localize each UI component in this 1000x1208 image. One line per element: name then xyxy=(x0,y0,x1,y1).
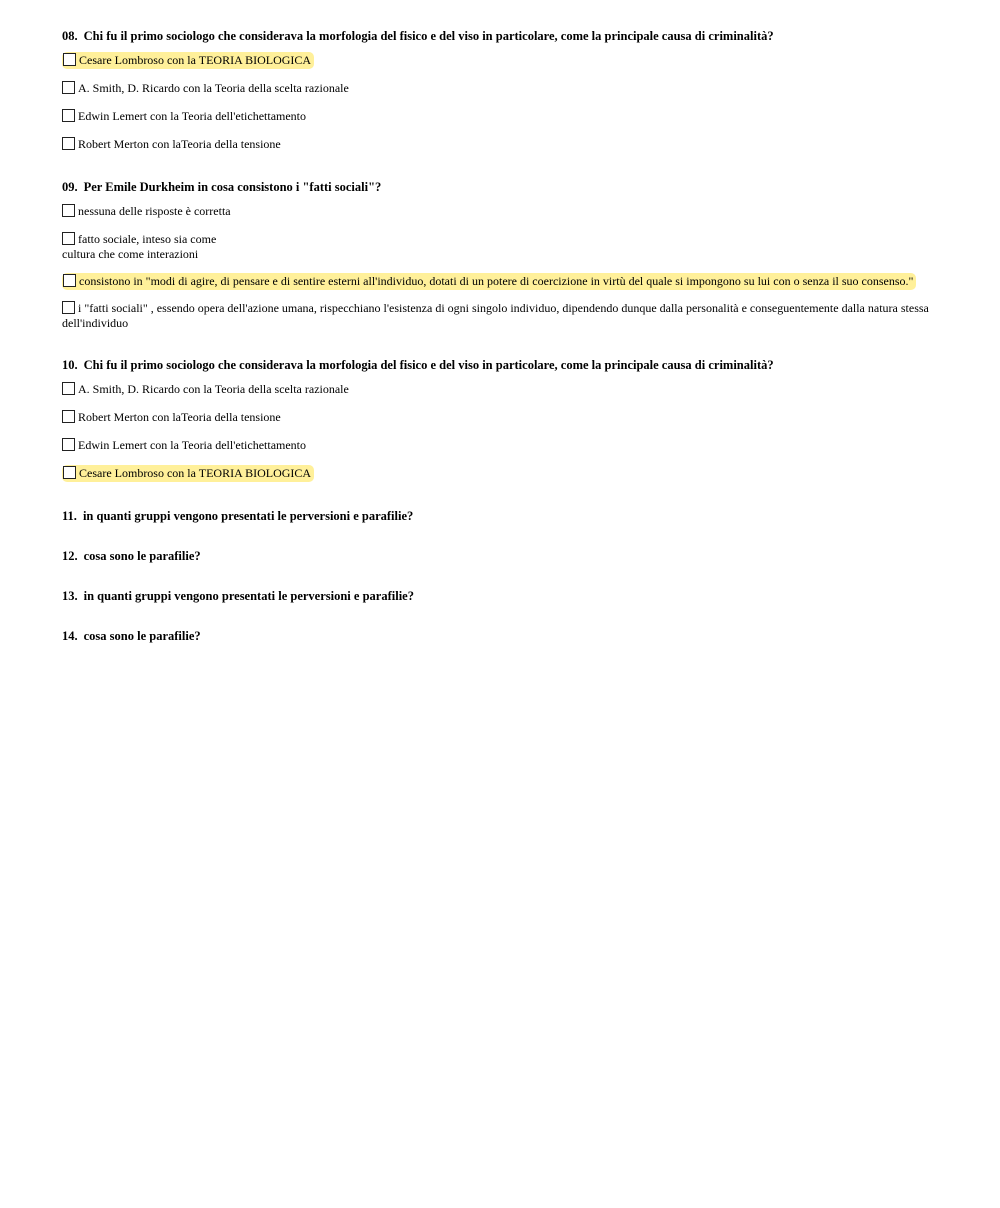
question-12 xyxy=(62,548,938,564)
answer-option[interactable] xyxy=(62,109,938,125)
question-text: Chi fu il primo sociologo che considerava la morfologia del fisico e del viso in particolare, come la principale causa di criminalità? xyxy=(83,29,774,43)
question-text: cosa sono le parafilie? xyxy=(83,629,201,643)
answer-text: nessuna delle risposte è corretta xyxy=(78,204,231,218)
answer-checkbox[interactable] xyxy=(62,204,75,217)
question-text: in quanti gruppi vengono presentati le perversioni e parafilie? xyxy=(83,589,414,603)
answer-text: Cesare Lombroso con la TEORIA BIOLOGICA xyxy=(79,466,312,480)
question-text: Chi fu il primo sociologo che considerava la morfologia del fisico e del viso in particolare, come la principale causa di criminalità? xyxy=(83,358,774,372)
question-number: 10. xyxy=(62,358,78,372)
answer-checkbox[interactable] xyxy=(62,81,75,94)
answer-checkbox[interactable] xyxy=(62,232,75,245)
question-title xyxy=(62,588,938,604)
answer-option[interactable] xyxy=(62,382,938,398)
answer-checkbox[interactable] xyxy=(63,53,76,66)
answer-checkbox[interactable] xyxy=(62,382,75,395)
answer-option[interactable] xyxy=(62,53,938,69)
question-text: in quanti gruppi vengono presentati le perversioni e parafilie? xyxy=(82,509,414,523)
answer-option[interactable] xyxy=(62,81,938,97)
answer-options xyxy=(62,382,938,482)
answer-option[interactable] xyxy=(62,301,938,331)
answer-checkbox[interactable] xyxy=(62,137,75,150)
answer-checkbox[interactable] xyxy=(62,438,75,451)
question-09 xyxy=(62,179,938,331)
answer-text: consistono in "modi di agire, di pensare e di sentire esterni all'individuo, dotati di un potere di coercizione in virtù del quale si impongono su lui con o senza il suo consenso." xyxy=(79,274,914,288)
question-title xyxy=(62,179,938,195)
answer-option[interactable] xyxy=(62,137,938,153)
answer-option[interactable] xyxy=(62,466,938,482)
answer-option[interactable] xyxy=(62,438,938,454)
question-number: 13. xyxy=(62,589,78,603)
answer-text: Robert Merton con laTeoria della tensione xyxy=(78,410,281,424)
question-title xyxy=(62,508,938,524)
question-title xyxy=(62,628,938,644)
question-title xyxy=(62,548,938,564)
question-number: 11. xyxy=(62,509,77,523)
answer-text: i "fatti sociali" , essendo opera dell'azione umana, rispecchiano l'esistenza di ogni singolo individuo, dipendendo dunque dalla personalità e conseguentemente dalla natura stessa dell'individuo xyxy=(62,301,929,330)
question-title xyxy=(62,357,938,373)
question-number: 09. xyxy=(62,180,78,194)
answer-checkbox[interactable] xyxy=(63,466,76,479)
question-text: Per Emile Durkheim in cosa consistono i "fatti sociali"? xyxy=(83,180,382,194)
answer-options xyxy=(62,204,938,331)
answer-checkbox[interactable] xyxy=(62,410,75,423)
question-title xyxy=(62,28,938,44)
answer-text: Edwin Lemert con la Teoria dell'etichettamento xyxy=(78,109,307,123)
question-number: 14. xyxy=(62,629,78,643)
answer-checkbox[interactable] xyxy=(62,301,75,314)
question-number: 12. xyxy=(62,549,78,563)
answer-text: fatto sociale, inteso sia come cultura che come interazioni xyxy=(62,232,217,261)
answer-text: A. Smith, D. Ricardo con la Teoria della scelta razionale xyxy=(78,382,349,396)
answer-option[interactable] xyxy=(62,274,938,289)
question-11 xyxy=(62,508,938,524)
answer-text: Cesare Lombroso con la TEORIA BIOLOGICA xyxy=(79,53,312,67)
answer-text: Robert Merton con laTeoria della tensione xyxy=(78,137,281,151)
question-text: cosa sono le parafilie? xyxy=(83,549,201,563)
question-14 xyxy=(62,628,938,644)
answer-checkbox[interactable] xyxy=(63,274,76,287)
question-13 xyxy=(62,588,938,604)
answer-option[interactable] xyxy=(62,232,938,262)
answer-option[interactable] xyxy=(62,204,938,220)
question-number: 08. xyxy=(62,29,78,43)
answer-options xyxy=(62,53,938,153)
answer-checkbox[interactable] xyxy=(62,109,75,122)
question-08 xyxy=(62,28,938,153)
answer-text: Edwin Lemert con la Teoria dell'etichettamento xyxy=(78,438,307,452)
question-10 xyxy=(62,357,938,482)
answer-option[interactable] xyxy=(62,410,938,426)
answer-text: A. Smith, D. Ricardo con la Teoria della scelta razionale xyxy=(78,81,349,95)
